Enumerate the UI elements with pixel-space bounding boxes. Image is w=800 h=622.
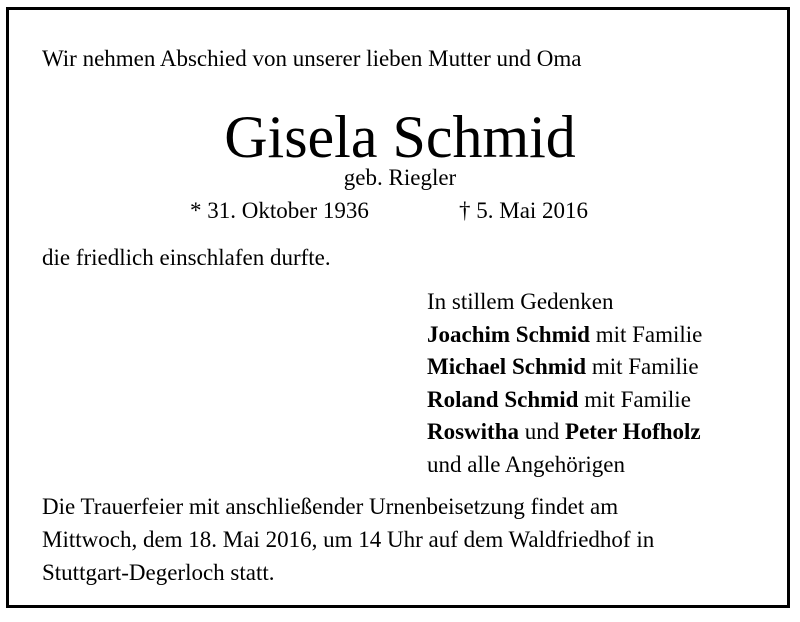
mourner-name: Roswitha: [427, 419, 520, 444]
mourners-closing: und alle Angehörigen: [427, 451, 626, 477]
birth-name: geb. Riegler: [343, 165, 457, 190]
service-line: Mittwoch, dem 18. Mai 2016, um 14 Uhr auf dem Waldfriedhof in: [42, 527, 655, 552]
service-info: [42, 490, 654, 589]
mourner-name: Michael Schmid: [427, 354, 587, 379]
mourners-block: [427, 286, 702, 481]
death-date: † 5. Mai 2016: [459, 198, 589, 223]
deceased-name: Gisela Schmid: [224, 104, 576, 170]
intro-text: Wir nehmen Abschied von unserer lieben Mutter und Oma: [42, 46, 582, 71]
intro-continuation: die friedlich einschlafen durfte.: [42, 245, 331, 270]
mourner-suffix: mit Familie: [586, 354, 699, 379]
mourner-line: [427, 384, 702, 417]
mourner-line: [427, 319, 702, 352]
birth-date: * 31. Oktober 1936: [190, 198, 369, 223]
mourners-heading: In stillem Gedenken: [427, 289, 614, 314]
mourner-suffix: mit Familie: [589, 321, 703, 347]
mourner-connector: und: [519, 419, 566, 444]
mourner-name: Peter Hofholz: [565, 419, 701, 444]
mourner-name: Roland Schmid: [427, 386, 579, 412]
service-line: Stuttgart-Degerloch statt.: [42, 560, 275, 585]
mourner-name: Joachim Schmid: [427, 321, 590, 347]
mourner-suffix: mit Familie: [578, 386, 691, 412]
mourner-line: [427, 351, 702, 384]
service-line: Die Trauerfeier mit anschließender Urnenbeisetzung findet am: [42, 494, 619, 519]
mourner-line: [427, 416, 702, 449]
